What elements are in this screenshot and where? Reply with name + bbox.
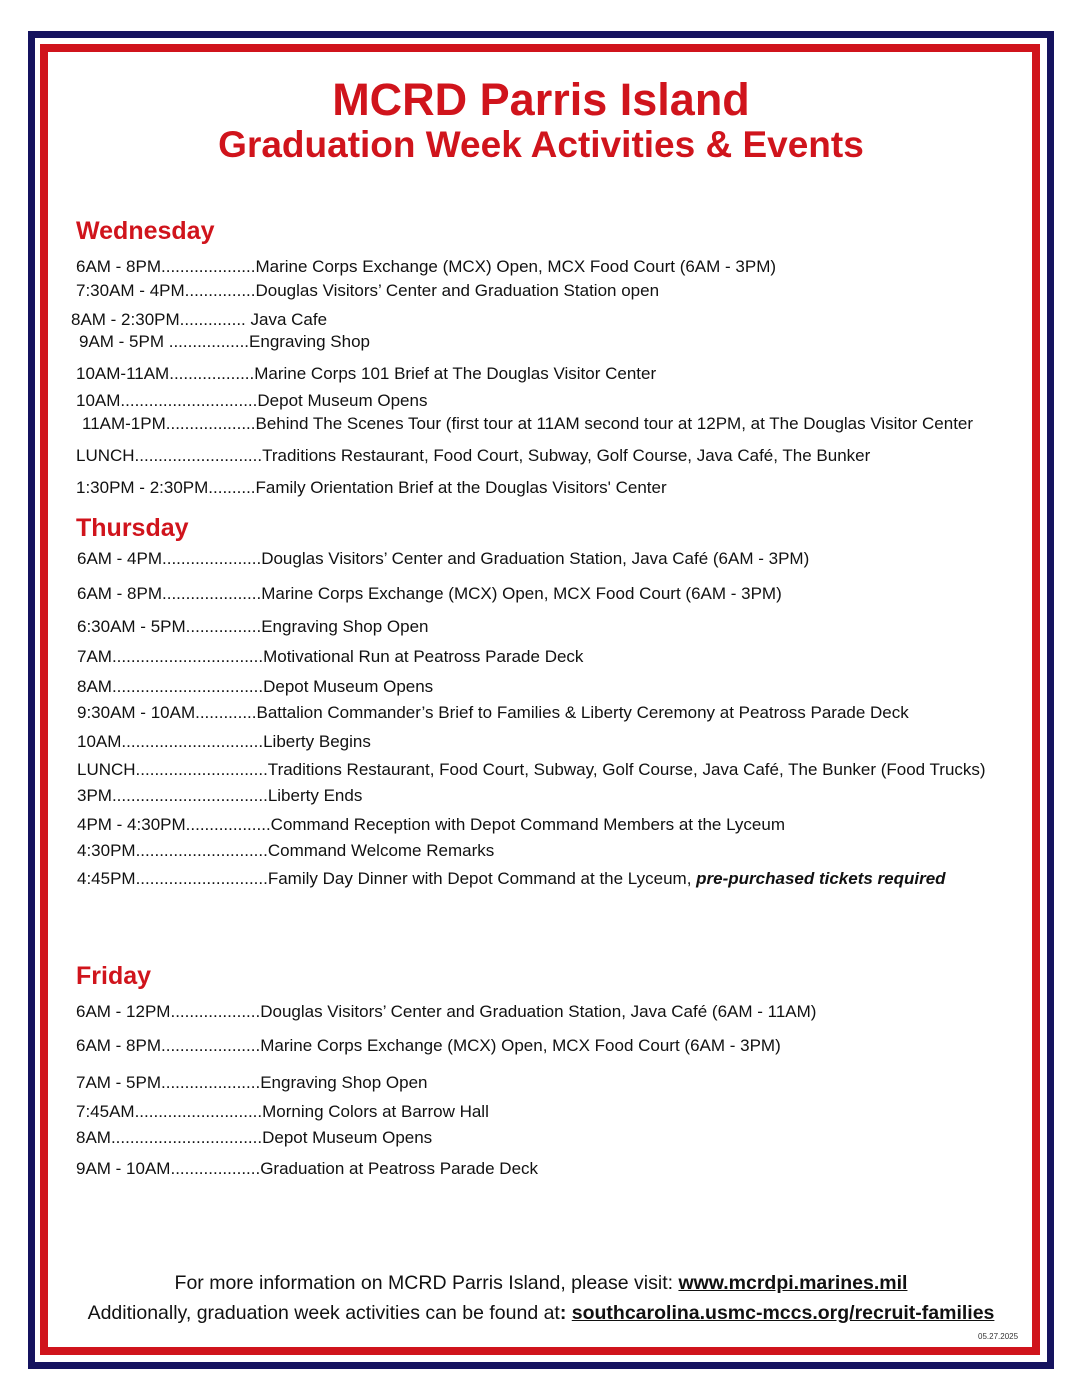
schedule-item: 6AM - 8PM....................Marine Corps Exchange (MCX) Open, MCX Food Court (6AM - 3PM) [76,257,777,276]
footer-colon: : [559,1302,572,1324]
footer-line-2 [0,1300,1082,1326]
schedule-item: 6AM - 8PM.....................Marine Corps Exchange (MCX) Open, MCX Food Court (6AM - 3PM) [76,1036,781,1055]
schedule-item: 7AM................................Motivational Run at Peatross Parade Deck [77,647,584,666]
schedule-item: 6:30AM - 5PM................Engraving Shop Open [77,617,429,636]
tickets-required-note: pre-purchased tickets required [696,869,946,888]
schedule-item: LUNCH...........................Traditions Restaurant, Food Court, Subway, Golf Course, Java Café, The Bunker [76,446,871,465]
schedule-item: 10AM..............................Liberty Begins [77,732,371,751]
schedule-item-dinner [77,868,946,890]
recruit-families-link[interactable]: southcarolina.usmc-mccs.org/recruit-families [571,1302,995,1324]
schedule-item: 6AM - 4PM.....................Douglas Visitors’ Center and Graduation Station, Java Café (6AM - 3PM) [77,549,810,568]
day-heading-friday: Friday [76,962,152,990]
schedule-item: 7AM - 5PM.....................Engraving Shop Open [76,1073,428,1092]
schedule-item: 4PM - 4:30PM..................Command Reception with Depot Command Members at the Lyceum [77,815,785,834]
schedule-item: 9:30AM - 10AM.............Battalion Commander’s Brief to Families & Liberty Ceremony at Peatross Parade Deck [77,703,909,722]
schedule-item: 7:30AM - 4PM...............Douglas Visitors’ Center and Graduation Station open [76,281,660,300]
schedule-item: 8AM................................Depot Museum Opens [77,677,434,696]
day-heading-wednesday: Wednesday [76,217,215,245]
mcrdpi-website-link[interactable]: www.mcrdpi.marines.mil [678,1272,908,1294]
schedule-item: 4:30PM............................Command Welcome Remarks [77,841,495,860]
dinner-text: 4:45PM............................Family Day Dinner with Depot Command at the Lyceum, [77,869,697,888]
footer-text-1: For more information on MCRD Parris Island, please visit: [174,1272,679,1294]
schedule-item: 6AM - 8PM.....................Marine Corps Exchange (MCX) Open, MCX Food Court (6AM - 3PM) [77,584,782,603]
schedule-item: 1:30PM - 2:30PM..........Family Orientation Brief at the Douglas Visitors' Center [76,478,667,497]
page-subtitle: Graduation Week Activities & Events [218,124,864,165]
schedule-item: 9AM - 10AM...................Graduation at Peatross Parade Deck [76,1159,539,1178]
footer-line-1 [0,1270,1082,1296]
day-heading-thursday: Thursday [76,514,189,542]
schedule-item: LUNCH............................Traditions Restaurant, Food Court, Subway, Golf Course, Java Café, The Bunker (Food Trucks) [77,760,986,779]
schedule-item: 7:45AM...........................Morning Colors at Barrow Hall [76,1102,489,1121]
schedule-item: 10AM.............................Depot Museum Opens [76,391,428,410]
footer-text-2: Additionally, graduation week activities can be found at [87,1302,560,1324]
schedule-item: 11AM-1PM...................Behind The Scenes Tour (first tour at 11AM second tour at 12PM, at The Douglas Visitor Center [82,414,974,433]
schedule-item: 10AM-11AM..................Marine Corps 101 Brief at The Douglas Visitor Center [76,364,657,383]
schedule-item: 6AM - 12PM...................Douglas Visitors’ Center and Graduation Station, Java Café (6AM - 11AM) [76,1002,817,1021]
revision-date: 05.27.2025 [978,1332,1019,1341]
schedule-item: 8AM................................Depot Museum Opens [76,1128,433,1147]
schedule-item: 8AM - 2:30PM.............. Java Cafe [71,310,328,329]
schedule-item: 3PM.................................Liberty Ends [77,786,363,805]
schedule-item: 9AM - 5PM .................Engraving Shop [79,332,371,351]
page-title: MCRD Parris Island [332,74,750,125]
